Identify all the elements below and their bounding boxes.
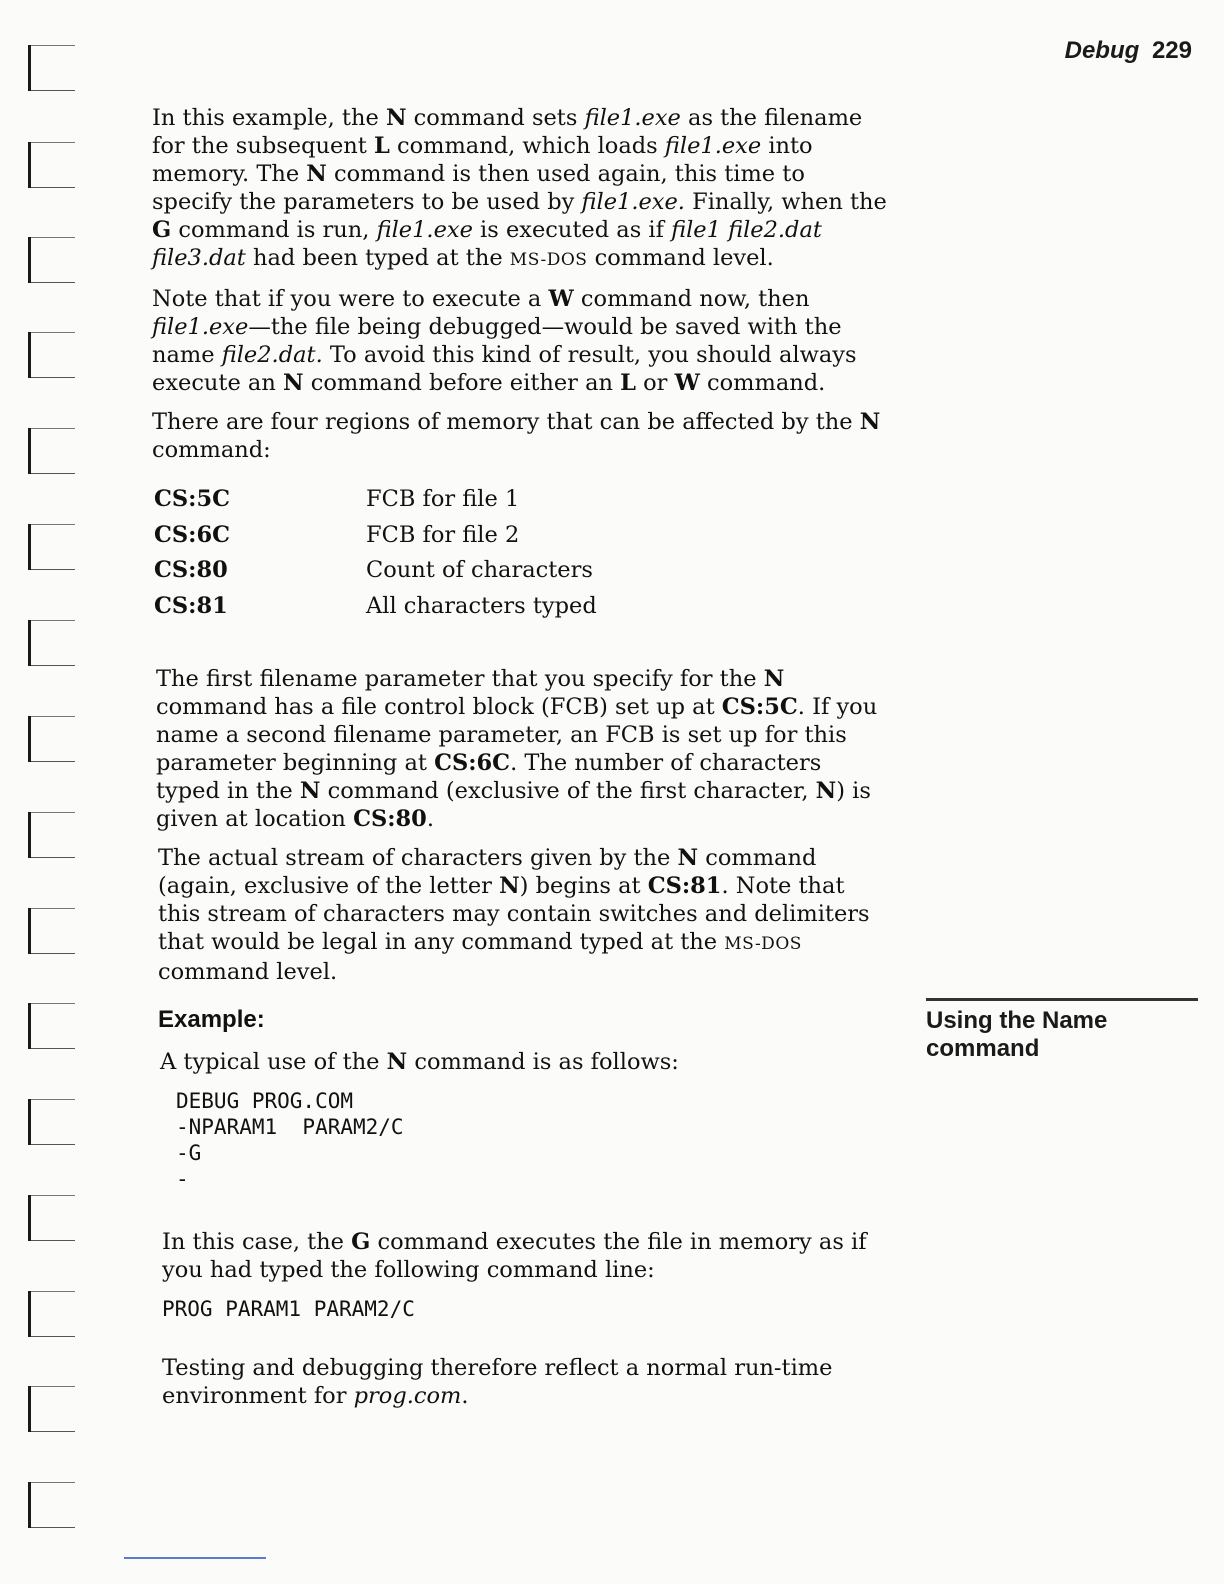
binder-tab — [28, 1482, 75, 1528]
bold-term: N — [677, 845, 699, 871]
code-example: DEBUG PROG.COM -NPARAM1 PARAM2/C -G - — [176, 1089, 404, 1191]
italic-term: file1.exe — [584, 105, 681, 131]
note-paragraph: Note that if you were to execute a W command now, then file1.exe—the file being debugged—would be saved with the name file2.dat. To avoid this kind of result, you should always execute an N command before either an L or W command. — [152, 286, 857, 396]
binder-tab — [28, 1099, 75, 1145]
region-description: FCB for file 2 — [366, 521, 520, 548]
region-description: Count of characters — [366, 557, 593, 583]
region-address: CS:80 — [154, 557, 228, 583]
bold-term: L — [620, 370, 636, 396]
binder-tab — [28, 45, 75, 91]
example-intro: A typical use of the N command is as follows: — [160, 1049, 679, 1075]
page-header — [1065, 37, 1192, 65]
command-line: PROG PARAM1 PARAM2/C — [162, 1297, 415, 1321]
memory-regions-table — [154, 485, 597, 627]
binder-tab — [28, 428, 75, 474]
bold-term: N — [385, 105, 407, 131]
fcb-paragraph: The first filename parameter that you specify for the N command has a file control block (FCB) set up at CS:5C. If you name a second filename parameter, an FCB is set up for this parameter beginning at CS:6C. The number of characters typed in the N command (exclusive of the first character, N) is given at location CS:80. — [156, 666, 878, 832]
stream-paragraph: The actual stream of characters given by the N command (again, exclusive of the letter N) begins at CS:81. Note that this stream of characters may contain switches and delimiters that would be legal in any command typed at the MS-DOS command level. — [158, 845, 870, 985]
bold-term: N — [282, 370, 304, 396]
page-number: 229 — [1151, 37, 1192, 64]
bold-term: N — [499, 873, 520, 899]
binder-tab — [28, 524, 75, 570]
bold-term: N — [763, 666, 785, 692]
bold-term: CS:80 — [353, 806, 427, 832]
italic-term: prog.com — [353, 1383, 462, 1409]
bold-term: G — [152, 217, 172, 243]
binder-tab — [28, 142, 75, 188]
italic-term: file1.exe — [664, 133, 762, 159]
table-row — [154, 556, 597, 592]
small-caps-term: MS-DOS — [509, 250, 588, 270]
bold-term: CS:5C — [721, 694, 798, 720]
binder-tab — [28, 812, 75, 858]
bold-term: CS:81 — [647, 873, 722, 899]
closing-paragraph: Testing and debugging therefore reflect a normal run-time environment for prog.com. — [162, 1355, 833, 1409]
binder-tab — [28, 1195, 75, 1241]
italic-term: file1.exe — [152, 314, 249, 340]
table-row — [154, 521, 597, 557]
region-address: CS:81 — [154, 592, 228, 619]
region-description: FCB for file 1 — [366, 486, 520, 512]
bold-term: L — [373, 133, 390, 159]
bold-term: W — [548, 286, 574, 312]
margin-rule — [926, 998, 1198, 1001]
table-row — [154, 485, 597, 521]
footer-rule — [124, 1557, 266, 1559]
binder-tab — [28, 1386, 75, 1432]
binder-tab — [28, 908, 75, 954]
table-row — [154, 592, 597, 628]
bold-term: W — [674, 370, 700, 396]
binder-tab — [28, 237, 75, 283]
bold-term: CS:6C — [434, 750, 511, 776]
bold-term: N — [815, 778, 837, 804]
binder-tab — [28, 332, 75, 378]
region-address: CS:5C — [154, 486, 231, 512]
bold-term: N — [299, 778, 321, 804]
intro-paragraph: In this example, the N command sets file1.exe as the filename for the subsequent L command, which loads file1.exe into memory. The N command is then used again, this time to specify the parameters to be used by file1.exe. Finally, when the G command is run, file1.exe is executed as if file1 file2.dat file3.dat had been typed at the MS-DOS command level. — [152, 105, 887, 271]
binder-tabs — [28, 0, 88, 1584]
binder-tab — [28, 1003, 75, 1049]
bold-term: N — [306, 161, 327, 187]
regions-intro: There are four regions of memory that can be affected by the N command: — [152, 409, 881, 463]
italic-term: file2.dat. — [221, 342, 323, 368]
bold-term: N — [859, 409, 881, 435]
binder-tab — [28, 1291, 75, 1337]
italic-term: file1 file2.dat file3.dat — [152, 217, 822, 271]
main-text — [152, 104, 892, 1421]
italic-term: file1.exe. — [581, 189, 685, 215]
bold-term: G — [351, 1229, 371, 1255]
region-address: CS:6C — [154, 521, 231, 548]
region-description: All characters typed — [366, 592, 597, 619]
bold-term: N — [386, 1049, 408, 1075]
binder-tab — [28, 716, 75, 762]
italic-term: file1.exe — [376, 217, 473, 243]
binder-tab — [28, 620, 75, 666]
small-caps-term: MS-DOS — [724, 934, 802, 954]
margin-note-text: Using the Name command — [926, 1007, 1108, 1062]
example-heading: Example: — [158, 1006, 265, 1033]
case-paragraph: In this case, the G command executes the file in memory as if you had typed the following command line: — [162, 1229, 867, 1283]
chapter-title: Debug — [1064, 37, 1140, 64]
margin-note — [926, 998, 1198, 1063]
